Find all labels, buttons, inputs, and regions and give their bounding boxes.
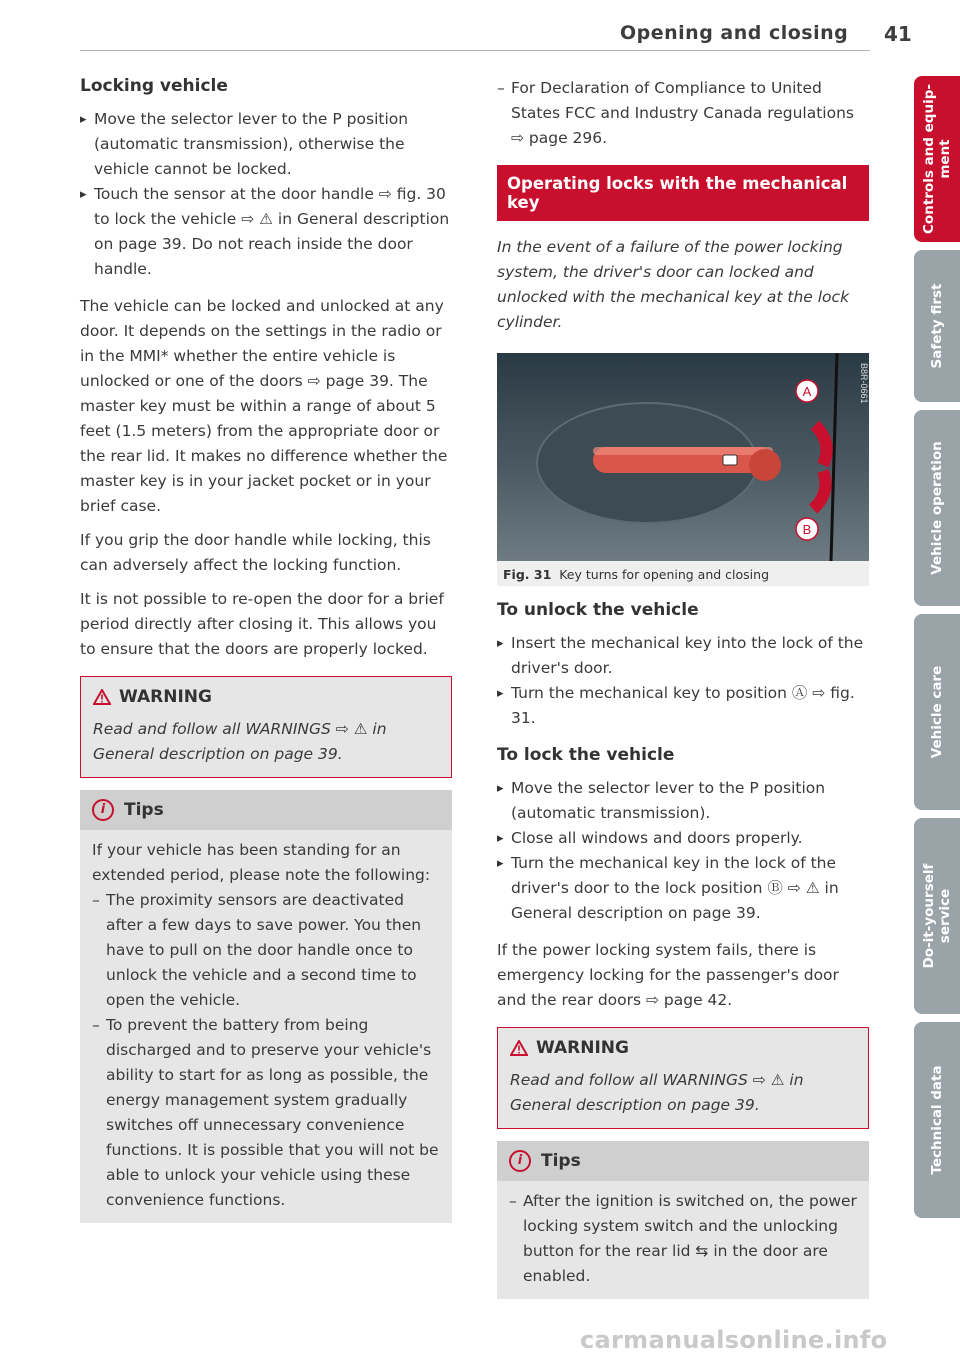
lock-heading: To lock the vehicle [497, 745, 675, 765]
paragraph: If you grip the door handle while locking, this can adversely affect the locking function. [80, 531, 431, 574]
warning-text: Read and follow all WARNINGS ⇨ ⚠ in General description on page 39. [81, 717, 451, 777]
tips-title: Tips [124, 800, 164, 820]
tips-body [80, 830, 452, 1223]
figure-number: Fig. 31 [503, 567, 552, 582]
tab-label: Controls and equip- ment [921, 84, 953, 234]
tab-label: Safety first [929, 283, 945, 369]
emergency-paragraph: If the power locking system fails, there is emergency locking for the passenger's door and the rear doors ⇨ page 42. [497, 941, 839, 1009]
page-number: 41 [884, 22, 912, 46]
warning-box [80, 676, 452, 778]
warning-title: WARNING [536, 1038, 629, 1058]
bullet-item: ▸ Insert the mechanical key into the lock of the driver's door. [497, 631, 869, 681]
tips-intro: If your vehicle has been standing for an extended period, please note the following: [92, 841, 431, 884]
chapter-tabs [914, 76, 960, 1226]
tab-safety-first[interactable] [914, 250, 960, 402]
tab-do-it-yourself-service[interactable] [914, 818, 960, 1014]
tab-controls-and-equipment[interactable] [914, 76, 960, 242]
door-handle-figure [497, 353, 869, 561]
left-column [80, 72, 452, 1223]
unlock-heading: To unlock the vehicle [497, 600, 699, 620]
figure-label-b: B [802, 522, 812, 537]
tips-item: – To prevent the battery from being discharged and to preserve your vehicle's ability to start for as long as possible, the energy management system gradually switches off unnecessary convenience functions. It is possible that you will not be able to unlock your vehicle using these convenience functions. [92, 1013, 440, 1213]
bullet-item: ▸ Turn the mechanical key in the lock of the driver's door to the lock position Ⓑ ⇨ ⚠ in General description on page 39. [497, 851, 869, 926]
warning-box [497, 1027, 869, 1129]
tab-label: Vehicle operation [929, 441, 945, 575]
section-title: Opening and closing [620, 22, 849, 44]
bullet-item: ▸ Touch the sensor at the door handle ⇨ fig. 30 to lock the vehicle ⇨ ⚠ in General description on page 39. Do not reach inside the door handle. [80, 182, 452, 282]
figure-label-a: A [802, 384, 812, 399]
info-icon: i [92, 799, 114, 821]
tips-box [80, 790, 452, 1223]
info-icon: i [509, 1150, 531, 1172]
warning-title: WARNING [119, 687, 212, 707]
right-column [497, 76, 869, 1299]
tips-body [497, 1181, 869, 1299]
figure-caption-text: Key turns for opening and closing [559, 567, 770, 582]
door-handle-illustration [497, 353, 869, 561]
header-divider [80, 50, 870, 51]
tips-header [497, 1141, 869, 1181]
tips-item: – After the ignition is switched on, the power locking system switch and the unlocking button for the rear lid ⇆ in the door are enabled. [509, 1189, 857, 1289]
tab-vehicle-operation[interactable] [914, 410, 960, 606]
tips-item: – The proximity sensors are deactivated after a few days to save power. You then have to pull on the door handle once to unlock the vehicle and a second time to open the vehicle. [92, 888, 440, 1013]
bullet-item: ▸ Turn the mechanical key to position Ⓐ ⇨ fig. 31. [497, 681, 869, 731]
tab-vehicle-care[interactable] [914, 614, 960, 810]
warning-header [498, 1028, 868, 1068]
tips-title: Tips [541, 1151, 581, 1171]
figure-caption [497, 561, 869, 586]
bullet-item: ▸ Move the selector lever to the P position (automatic transmission). [497, 776, 869, 826]
paragraph: It is not possible to re-open the door for a brief period directly after closing it. This allows you to ensure that the doors are properly locked. [80, 590, 444, 658]
tab-label: Vehicle care [929, 665, 945, 759]
tips-header [80, 790, 452, 830]
tips-box [497, 1141, 869, 1299]
warning-triangle-icon [510, 1040, 528, 1056]
bullet-item: ▸ Move the selector lever to the P position (automatic transmission), otherwise the vehicle cannot be locked. [80, 107, 452, 182]
warning-triangle-icon [93, 689, 111, 705]
tab-technical-data[interactable] [914, 1022, 960, 1218]
tab-label: Technical data [929, 1065, 945, 1175]
warning-header [81, 677, 451, 717]
tab-label: Do-it-yourself service [921, 863, 953, 969]
locking-vehicle-heading: Locking vehicle [80, 76, 228, 96]
bullet-item: ▸ Close all windows and doors properly. [497, 826, 869, 851]
figure-code: B8R-0661 [859, 363, 869, 404]
warning-text: Read and follow all WARNINGS ⇨ ⚠ in General description on page 39. [498, 1068, 868, 1128]
watermark: carmanualsonline.info [580, 1326, 888, 1354]
compliance-item: – For Declaration of Compliance to United States FCC and Industry Canada regulations ⇨ page 296. [497, 76, 869, 151]
section-banner: Operating locks with the mechanical key [497, 165, 869, 221]
intro-paragraph: In the event of a failure of the power locking system, the driver's door can locked and unlocked with the mechanical key at the lock cylinder. [497, 238, 850, 331]
paragraph: The vehicle can be locked and unlocked at any door. It depends on the settings in the radio or in the MMI* whether the entire vehicle is unlocked or one of the doors ⇨ page 39. The master key must be within a range of about 5 feet (1.5 meters) from the appropriate door or the rear lid. It makes no difference whether the master key is in your jacket pocket or in your brief case. [80, 297, 448, 515]
